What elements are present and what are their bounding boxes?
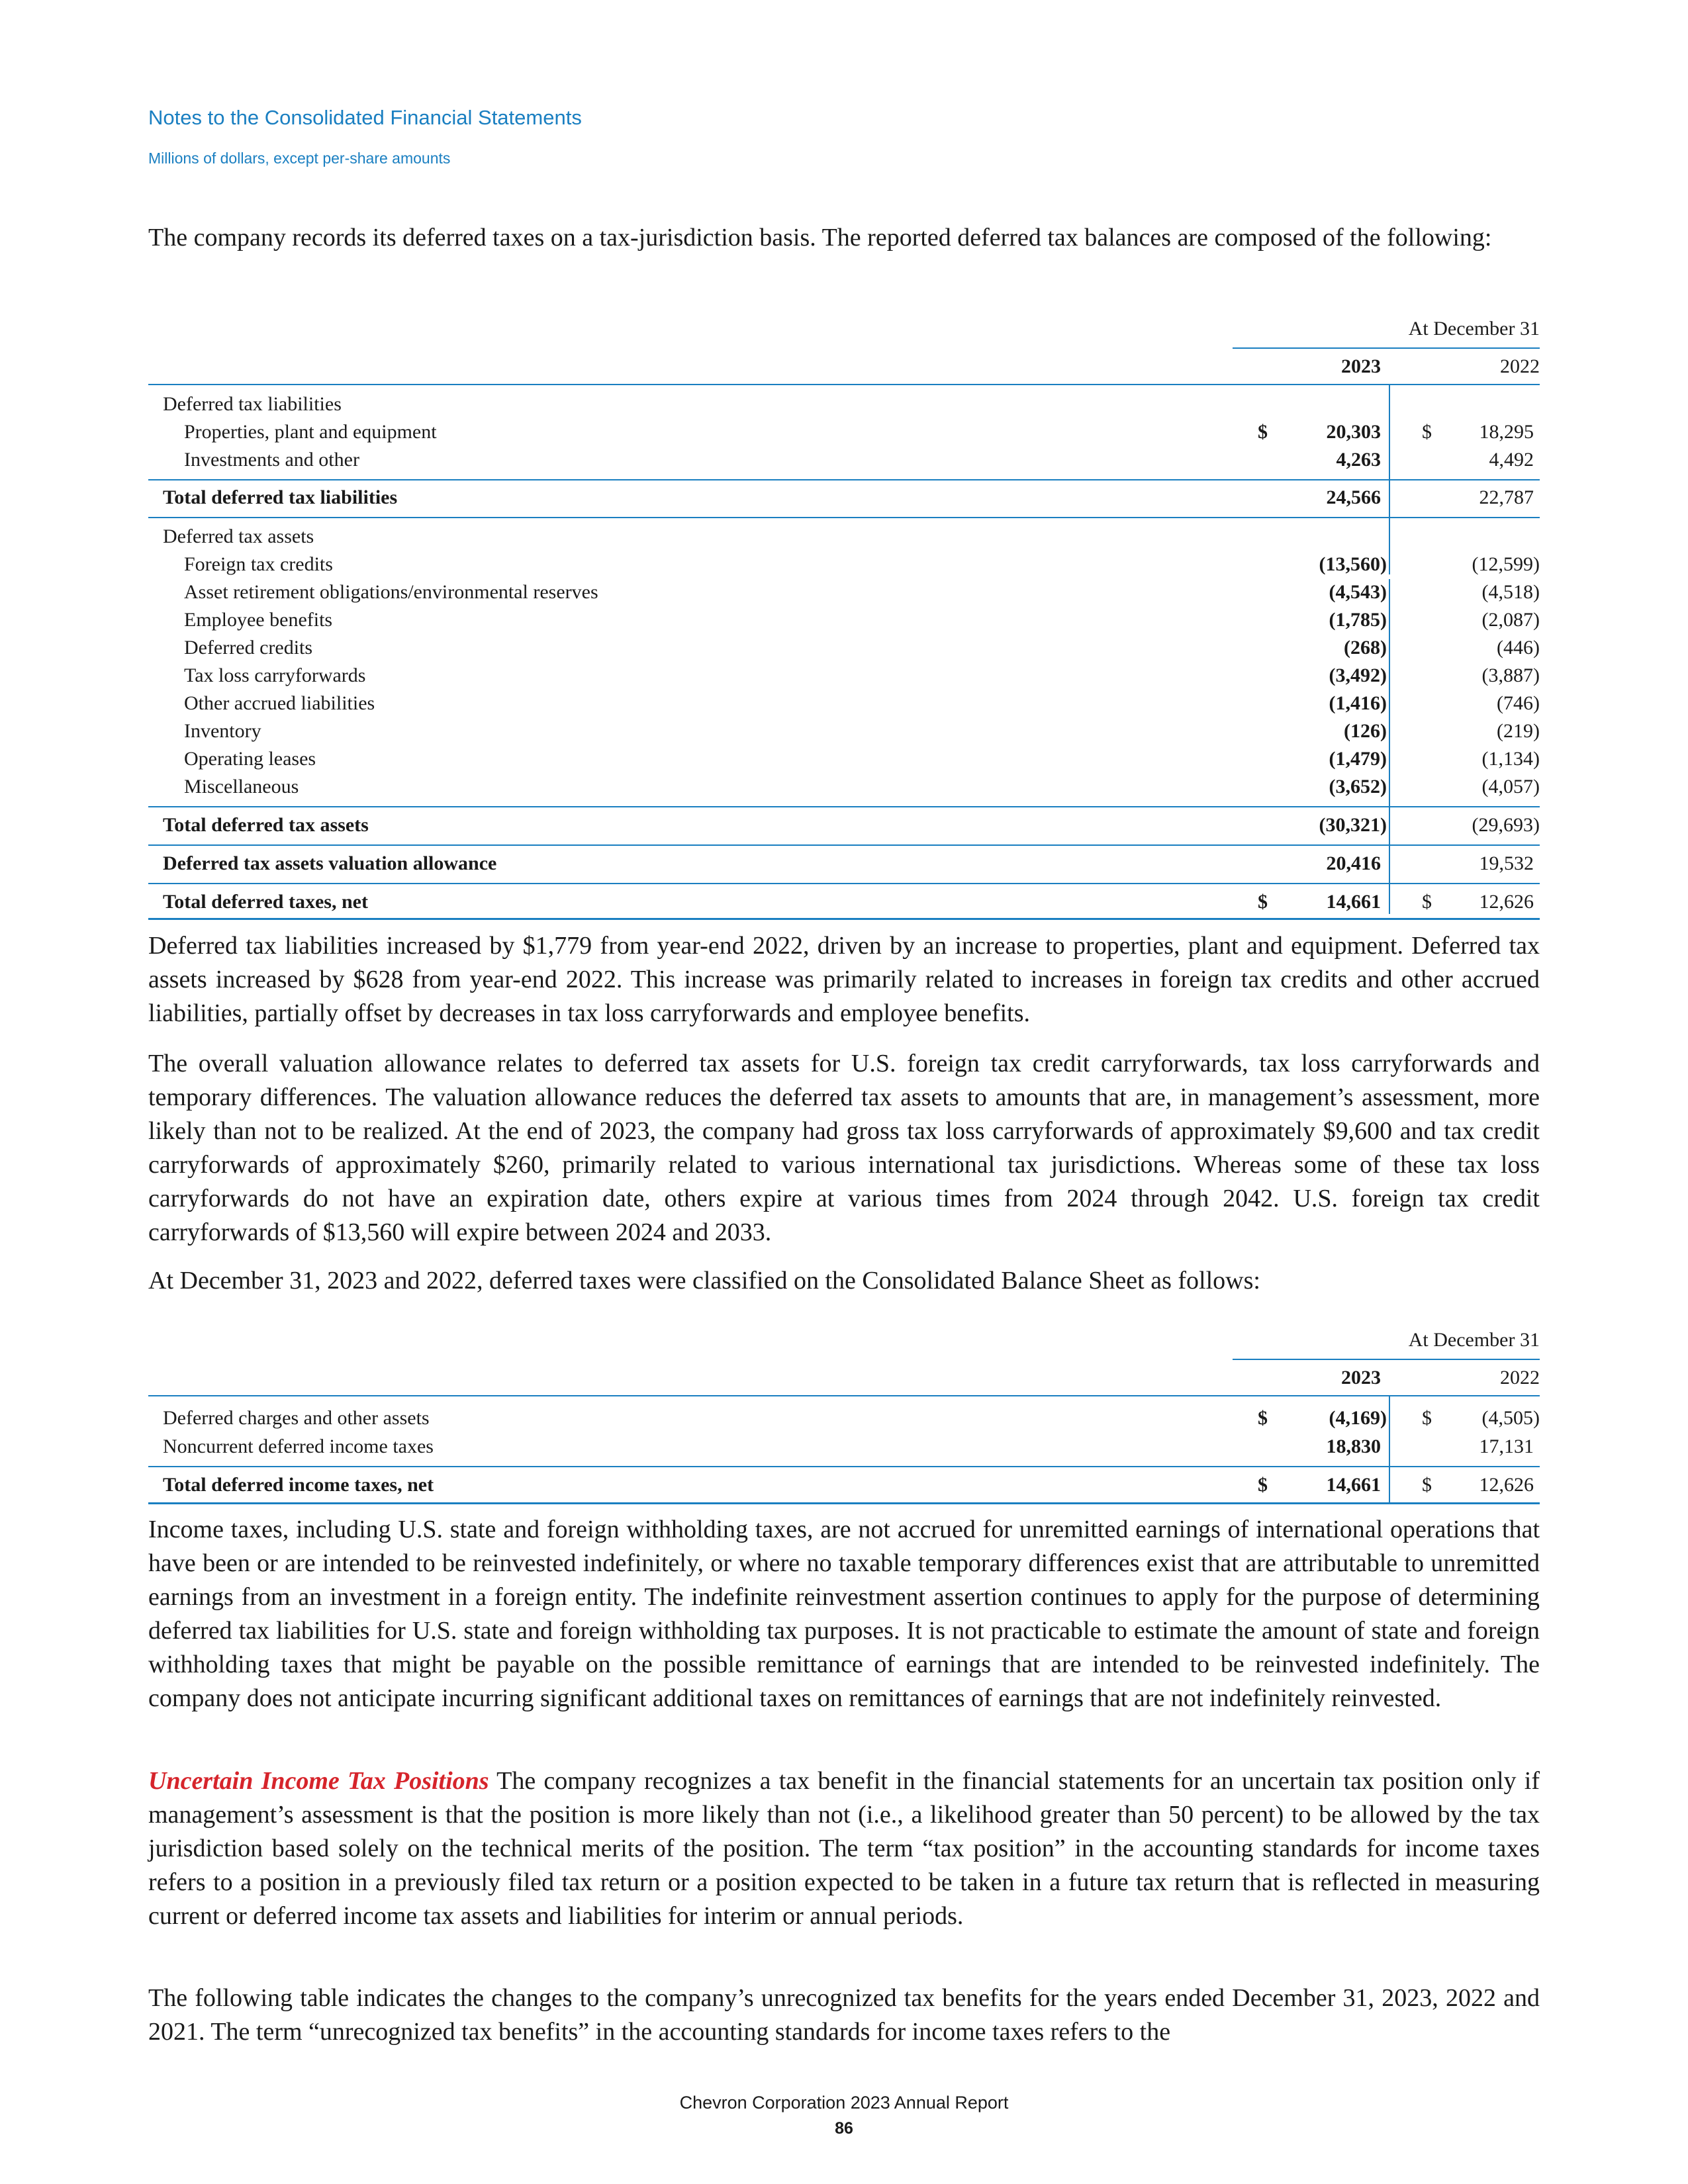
value-2023: (1,479): [1329, 748, 1387, 770]
row-label: Deferred tax assets: [163, 525, 314, 547]
column-header-2023: 2023: [1341, 1367, 1381, 1388]
row-label: Foreign tax credits: [184, 553, 333, 575]
row-rule: [148, 806, 1540, 807]
income-taxes-paragraph: Income taxes, including U.S. state and foreign withholding taxes, are not accrued for unremitted earnings of international operations that have been or are intended to be reinvested indefinitely, or where no taxable temporary differences exist that are attributable to unremitted earnings from an investment in a foreign entity. The indefinite reinvestment assertion continues to apply for the purpose of determining deferred tax liabilities for U.S. state and foreign withholding tax purposes. It is not practicable to estimate the amount of state and foreign withholding taxes that might be payable on the possible remittance of earnings that are intended to be reinvested indefinitely. The company does not anticipate incurring significant additional taxes on remittances of earnings that are not indefinitely reinvested.: [148, 1516, 1540, 1712]
header-rule: [1233, 347, 1540, 349]
value-2022: (4,505): [1481, 1407, 1540, 1429]
table-row: [148, 449, 1540, 477]
row-label: Deferred charges and other assets: [163, 1407, 430, 1429]
table-period-header: At December 31: [1408, 1329, 1540, 1351]
value-2023: (4,169): [1329, 1407, 1387, 1429]
value-2022: (12,599): [1472, 553, 1540, 575]
page-number: 86: [835, 2119, 853, 2138]
value-2022: 12,626: [1479, 891, 1534, 913]
value-2022: (1,134): [1481, 748, 1540, 770]
table-top-rule: [148, 1395, 1540, 1396]
table-top-rule: [148, 384, 1540, 385]
table-bottom-rule: [148, 918, 1540, 920]
value-2022: (219): [1497, 720, 1540, 742]
deferred-tax-balances-table: [148, 318, 1540, 920]
balance-sheet-classification-table: [148, 1329, 1540, 1508]
value-2023: 20,303: [1326, 421, 1381, 443]
value-2023: 14,661: [1326, 1474, 1381, 1496]
liabilities-paragraph: Deferred tax liabilities increased by $1,779 from year-end 2022, driven by an increase to properties, plant and equipment. Deferred tax assets increased by $628 from year-end 2022. This increase was primarily related to increases in foreign tax credits and other accrued liabilities, partially offset by decreases in tax loss carryforwards and employee benefits.: [148, 932, 1540, 1027]
row-rule: [148, 479, 1540, 480]
table-row: [148, 720, 1540, 748]
table-row: [148, 637, 1540, 664]
value-2023: 4,263: [1336, 449, 1381, 471]
row-label: Noncurrent deferred income taxes: [163, 1435, 434, 1457]
total-row: [148, 814, 1540, 842]
table-row: [148, 664, 1540, 692]
row-label: Properties, plant and equipment: [184, 421, 437, 443]
column-header-2022: 2022: [1500, 1367, 1540, 1388]
row-label: Asset retirement obligations/environmental reserves: [184, 581, 598, 603]
row-label: Deferred credits: [184, 637, 313, 659]
table-row: [148, 748, 1540, 776]
table-row: [148, 553, 1540, 581]
row-label: Total deferred tax assets: [163, 814, 369, 836]
page-header-subtitle: Millions of dollars, except per-share amounts: [148, 150, 451, 167]
currency-symbol: $: [1258, 1474, 1268, 1496]
value-2023: (1,785): [1329, 609, 1387, 631]
table-row: [148, 421, 1540, 449]
value-2022: 17,131: [1479, 1435, 1534, 1457]
value-2022: (29,693): [1472, 814, 1540, 836]
table-row: [148, 1435, 1540, 1463]
value-2023: 20,416: [1326, 852, 1381, 874]
row-label: Inventory: [184, 720, 261, 742]
value-2022: (446): [1497, 637, 1540, 659]
row-rule: [148, 883, 1540, 884]
currency-symbol: $: [1422, 421, 1432, 443]
intro-paragraph: The company records its deferred taxes on a tax-jurisdiction basis. The reported deferred tax balances are composed of the following:: [148, 224, 1492, 251]
header-rule: [1233, 1359, 1540, 1360]
footer-report-name: Chevron Corporation 2023 Annual Report: [679, 2093, 1009, 2113]
value-2023: 24,566: [1326, 486, 1381, 508]
value-2022: 4,492: [1489, 449, 1534, 471]
value-2023: 18,830: [1326, 1435, 1381, 1457]
row-label: Tax loss carryforwards: [184, 664, 366, 686]
uncertain-tax-positions-paragraph: [148, 1764, 1540, 1933]
table-row: [148, 581, 1540, 609]
page-header-title: Notes to the Consolidated Financial Statements: [148, 106, 582, 129]
section-label-liabilities: [148, 393, 1540, 421]
row-rule: [148, 517, 1540, 518]
row-label: Employee benefits: [184, 609, 333, 631]
row-label: Total deferred tax liabilities: [163, 486, 398, 508]
value-2022: 12,626: [1479, 1474, 1534, 1496]
table-row: [148, 692, 1540, 720]
currency-symbol: $: [1258, 1407, 1268, 1429]
row-label: Other accrued liabilities: [184, 692, 375, 714]
value-2022: (3,887): [1481, 664, 1540, 686]
row-label: Miscellaneous: [184, 776, 299, 797]
value-2023: (30,321): [1319, 814, 1387, 836]
row-rule: [148, 844, 1540, 846]
value-2023: 14,661: [1326, 891, 1381, 913]
value-2022: 18,295: [1479, 421, 1534, 443]
total-row: [148, 852, 1540, 880]
uncertain-tax-positions-text: The company recognizes a tax benefit in the financial statements for an uncertain tax position only if management’s assessment is that the position is more likely than not (i.e., a likelihood greater than 50 percent) to be allowed by the tax jurisdiction based solely on the technical merits of the position. The term “tax position” in the accounting standards for income taxes refers to a position in a previously filed tax return or a position expected to be taken in a future tax return that is reflected in measuring current or deferred income tax assets and liabilities for interim or annual periods.: [148, 1767, 1540, 1930]
row-label: Total deferred income taxes, net: [163, 1474, 434, 1496]
row-label: Deferred tax liabilities: [163, 393, 342, 415]
column-header-2022: 2022: [1500, 355, 1540, 377]
classification-paragraph: At December 31, 2023 and 2022, deferred taxes were classified on the Consolidated Balance Sheet as follows:: [148, 1267, 1260, 1295]
total-row: [148, 891, 1540, 919]
value-2023: (13,560): [1319, 553, 1387, 575]
row-label: Operating leases: [184, 748, 316, 770]
value-2023: (268): [1344, 637, 1387, 659]
value-2023: (3,652): [1329, 776, 1387, 797]
currency-symbol: $: [1258, 421, 1268, 443]
value-2022: (2,087): [1481, 609, 1540, 631]
value-2022: (746): [1497, 692, 1540, 714]
value-2022: (4,518): [1481, 581, 1540, 603]
valuation-paragraph: The overall valuation allowance relates to deferred tax assets for U.S. foreign tax credit carryforwards, tax loss carryforwards and temporary differences. The valuation allowance reduces the deferred tax assets to amounts that are, in management’s assessment, more likely than not to be realized. At the end of 2023, the company had gross tax loss carryforwards of approximately $9,600 and tax credit carryforwards of approximately $260, primarily related to various international tax jurisdictions. Whereas some of these tax loss carryforwards do not have an expiration date, others expire at various times from 2024 through 2042. U.S. foreign tax credit carryforwards of $13,560 will expire between 2024 and 2033.: [148, 1050, 1540, 1246]
row-label: Investments and other: [184, 449, 359, 471]
section-label-assets: [148, 525, 1540, 553]
currency-symbol: $: [1258, 891, 1268, 913]
row-rule: [148, 1466, 1540, 1467]
total-row: [148, 1474, 1540, 1502]
table-bottom-rule: [148, 1502, 1540, 1504]
currency-symbol: $: [1422, 1407, 1432, 1429]
following-table-paragraph: The following table indicates the changes to the company’s unrecognized tax benefits for the years ended December 31, 2023, 2022 and 2021. The term “unrecognized tax benefits” in the accounting standards for income taxes refers to the: [148, 1984, 1540, 2046]
currency-symbol: $: [1422, 1474, 1432, 1496]
currency-symbol: $: [1422, 891, 1432, 913]
total-row: [148, 486, 1540, 514]
value-2022: 19,532: [1479, 852, 1534, 874]
column-header-2023: 2023: [1341, 355, 1381, 377]
table-period-header: At December 31: [1408, 318, 1540, 340]
table-row: [148, 776, 1540, 803]
value-2023: (126): [1344, 720, 1387, 742]
value-2023: (1,416): [1329, 692, 1387, 714]
row-label: Deferred tax assets valuation allowance: [163, 852, 497, 874]
value-2023: (4,543): [1329, 581, 1387, 603]
value-2022: 22,787: [1479, 486, 1534, 508]
uncertain-tax-positions-heading: Uncertain Income Tax Positions: [148, 1767, 489, 1795]
table-row: [148, 609, 1540, 637]
row-label: Total deferred taxes, net: [163, 891, 368, 913]
value-2022: (4,057): [1481, 776, 1540, 797]
value-2023: (3,492): [1329, 664, 1387, 686]
table-row: [148, 1407, 1540, 1435]
